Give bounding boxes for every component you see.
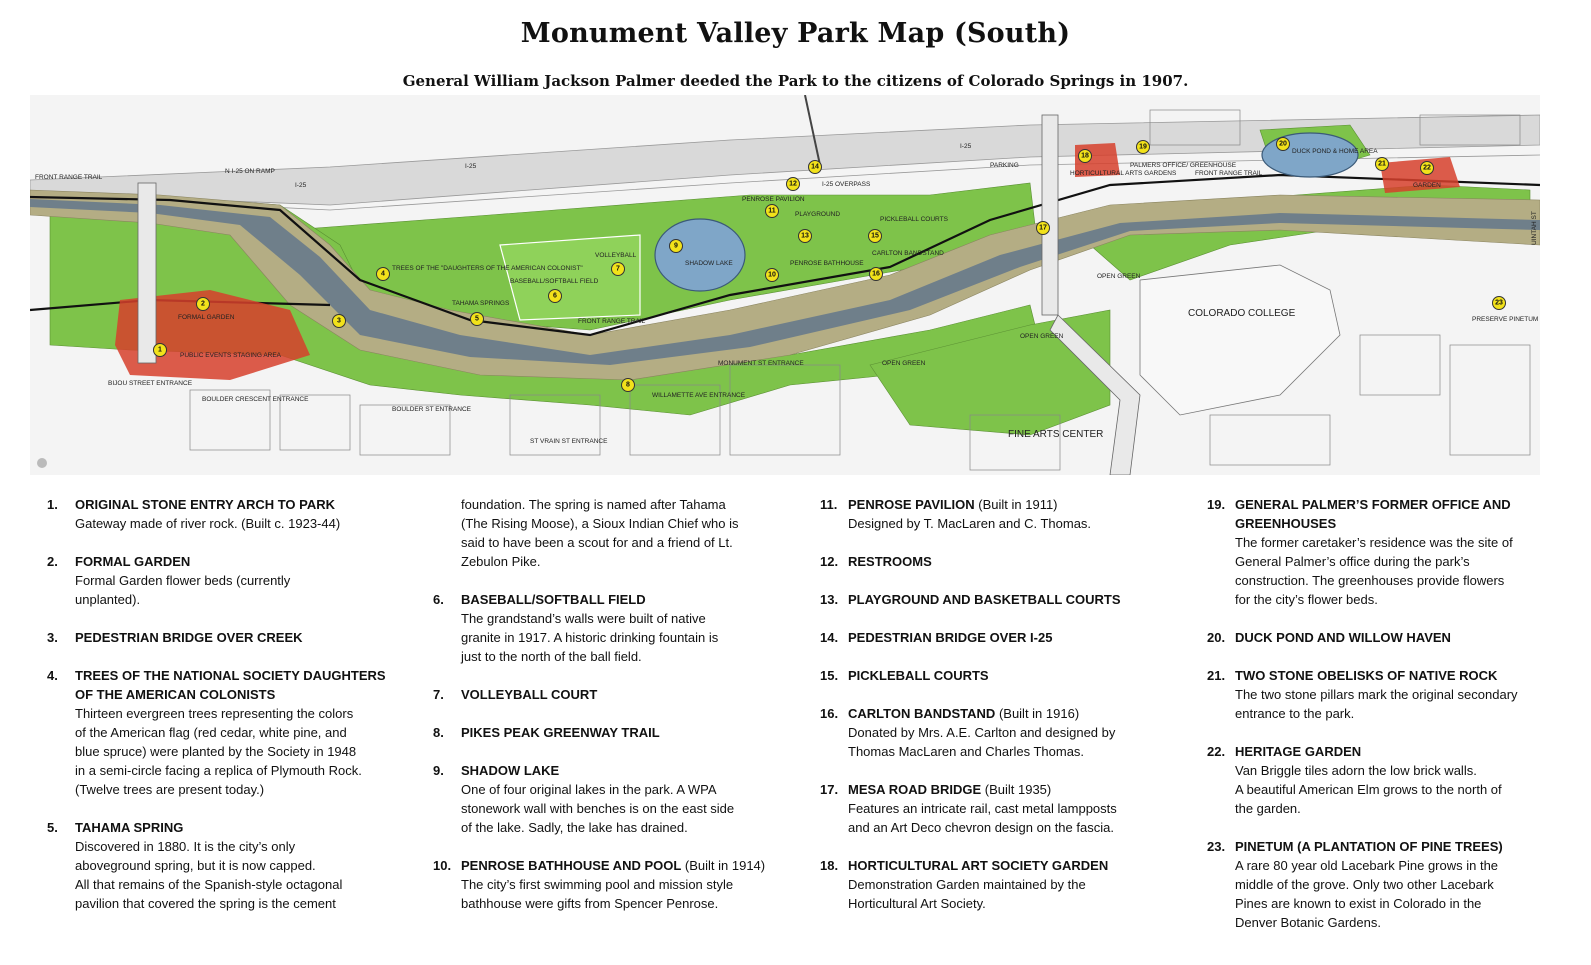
- map-label: PENROSE BATHHOUSE: [790, 260, 864, 267]
- legend-item-description: Donated by Mrs. A.E. Carlton and designed by Thomas MacLaren and Charles Thomas.: [848, 725, 1116, 759]
- map-label: WILLAMETTE AVE ENTRANCE: [652, 392, 746, 399]
- map-label: PUBLIC EVENTS STAGING AREA: [180, 352, 282, 359]
- legend-item-heading: TWO STONE OBELISKS OF NATIVE ROCK: [1235, 668, 1498, 683]
- svg-text:17: 17: [1039, 224, 1047, 232]
- legend-item-heading: DUCK POND AND WILLOW HAVEN: [1235, 630, 1451, 645]
- legend-item-heading-note: (Built in 1911): [974, 497, 1058, 512]
- map-label: COLORADO COLLEGE: [1188, 308, 1296, 319]
- map-label: DUCK POND & HOME AREA: [1292, 148, 1378, 155]
- map-marker-5: [471, 313, 484, 326]
- legend-item: [47, 628, 417, 647]
- legend-item-heading: FORMAL GARDEN: [75, 554, 191, 569]
- map-label: I-25: [960, 143, 972, 150]
- legend-item-heading: PENROSE PAVILION: [848, 497, 975, 512]
- legend-item: [1207, 742, 1587, 818]
- svg-text:21: 21: [1378, 160, 1386, 168]
- map-label: HORTICULTURAL ARTS GARDENS: [1070, 170, 1177, 177]
- svg-text:14: 14: [811, 163, 819, 171]
- legend-item: [1207, 495, 1587, 609]
- map-marker-7: [612, 263, 625, 276]
- map-label: VOLLEYBALL: [595, 252, 637, 259]
- map-label: CARLTON BANDSTAND: [872, 250, 944, 257]
- legend-item-description: Thirteen evergreen trees representing the colors of the American flag (red cedar, white pine, and blue spruce) were planted by the Society in 1948 in a semi-circle facing a replica of Plymouth Rock. (Twelve trees are present today.): [75, 706, 362, 797]
- legend-item-number: 16.: [820, 706, 839, 721]
- legend-item-heading: GENERAL PALMER’S FORMER OFFICE AND GREENHOUSES: [1235, 497, 1511, 531]
- legend-item: [820, 495, 1190, 533]
- legend-item-description: Demonstration Garden maintained by the Horticultural Art Society.: [848, 877, 1086, 911]
- map-marker-22: [1421, 162, 1434, 175]
- legend-item-number: 3.: [47, 630, 58, 645]
- legend-item-heading: VOLLEYBALL COURT: [461, 687, 598, 702]
- legend-item-description: The two stone pillars mark the original secondary entrance to the park.: [1235, 687, 1518, 721]
- map-marker-10: [766, 269, 779, 282]
- map-label: TREES OF THE "DAUGHTERS OF THE AMERICAN COLONIST": [392, 265, 583, 272]
- svg-text:6: 6: [553, 292, 557, 300]
- legend-item-description: Discovered in 1880. It is the city’s only aboveground spring, but it is now capped. All that remains of the Spanish-style octagonal pavilion that covered the spring is the cement: [75, 839, 343, 911]
- map-marker-14: [809, 161, 822, 174]
- legend-item: [820, 628, 1190, 647]
- map-label: GARDEN: [1413, 182, 1441, 189]
- legend-item: [1207, 837, 1587, 932]
- legend-item-heading-note: (Built 1935): [981, 782, 1052, 797]
- map-label: BASEBALL/SOFTBALL FIELD: [510, 278, 599, 285]
- page-subtitle: General William Jackson Palmer deeded the Park to the citizens of Colorado Springs in 1907.: [402, 72, 1189, 90]
- map-label: FINE ARTS CENTER: [1008, 429, 1104, 440]
- svg-text:22: 22: [1423, 164, 1431, 172]
- legend-item-number: 18.: [820, 858, 839, 873]
- map-marker-21: [1376, 158, 1389, 171]
- legend-item-heading: CARLTON BANDSTAND: [848, 706, 996, 721]
- legend-item-number: 17.: [820, 782, 839, 797]
- legend-item-heading: TAHAMA SPRING: [75, 820, 184, 835]
- svg-text:18: 18: [1081, 152, 1089, 160]
- legend-item-number: 14.: [820, 630, 839, 645]
- legend-item-number: 1.: [47, 497, 58, 512]
- legend-item-number: 22.: [1207, 744, 1226, 759]
- legend-item-description: Gateway made of river rock. (Built c. 1923-44): [75, 516, 341, 531]
- svg-text:19: 19: [1139, 143, 1147, 151]
- legend-item-number: 15.: [820, 668, 839, 683]
- legend-item: [1207, 666, 1587, 723]
- legend-column-1: [47, 495, 417, 932]
- legend-item-description: The former caretaker’s residence was the site of General Palmer’s office during the park’s construction. The greenhouses provide flowers for the city’s flower beds.: [1235, 535, 1513, 607]
- legend-item-number: 21.: [1207, 668, 1226, 683]
- legend-item-number: 10.: [433, 858, 452, 873]
- legend-item: [433, 856, 803, 913]
- legend-item-number: 11.: [820, 497, 838, 512]
- map-marker-17: [1037, 222, 1050, 235]
- svg-text:11: 11: [768, 207, 776, 215]
- legend-column-4: [1207, 495, 1587, 951]
- legend-item: [820, 780, 1190, 837]
- map-label: PICKLEBALL COURTS: [880, 216, 948, 223]
- legend-item-number: 2.: [47, 554, 58, 569]
- map-label: FRONT RANGE TRAIL: [578, 318, 646, 325]
- legend-item-heading: PENROSE BATHHOUSE AND POOL: [461, 858, 682, 873]
- map-marker-9: [670, 240, 683, 253]
- map-label: I-25: [465, 163, 477, 170]
- legend-item: [47, 552, 417, 609]
- legend-column-3: [820, 495, 1190, 932]
- legend-item: [820, 856, 1190, 913]
- svg-text:13: 13: [801, 232, 809, 240]
- legend-item-description: A rare 80 year old Lacebark Pine grows in the middle of the grove. Only two other Lacebark Pines are known to exist in Colorado in the Denver Botanic Gardens.: [1235, 858, 1499, 930]
- map-label: PALMERS OFFICE/ GREENHOUSE: [1130, 162, 1237, 169]
- svg-text:9: 9: [674, 242, 678, 250]
- legend-item: [820, 666, 1190, 685]
- map-marker-18: [1079, 150, 1092, 163]
- map-marker-15: [869, 230, 882, 243]
- map-label: OPEN GREEN: [1020, 333, 1064, 340]
- map-label: BOULDER ST ENTRANCE: [392, 406, 471, 413]
- legend-item-heading: PINETUM (A PLANTATION OF PINE TREES): [1235, 839, 1503, 854]
- svg-text:7: 7: [616, 265, 620, 273]
- map-marker-8: [622, 379, 635, 392]
- svg-text:15: 15: [871, 232, 879, 240]
- legend-item-number: 5.: [47, 820, 58, 835]
- svg-text:3: 3: [337, 317, 341, 325]
- map-marker-19: [1137, 141, 1150, 154]
- legend-column-2: [433, 495, 803, 932]
- legend-item-description: Features an intricate rail, cast metal lampposts and an Art Deco chevron design on the fascia.: [848, 801, 1117, 835]
- map-marker-6: [549, 290, 562, 303]
- legend-item: [47, 495, 417, 533]
- legend-item-heading: PEDESTRIAN BRIDGE OVER CREEK: [75, 630, 303, 645]
- svg-text:23: 23: [1495, 299, 1503, 307]
- map-label: FRONT RANGE TRAIL: [35, 174, 103, 181]
- legend-item: [47, 818, 417, 913]
- legend-item: [433, 723, 803, 742]
- map-label: PARKING: [990, 162, 1019, 169]
- legend-item-heading-note: (Built in 1914): [681, 858, 766, 873]
- legend-item-number: 6.: [433, 592, 444, 607]
- legend-item-number: 19.: [1207, 497, 1226, 512]
- svg-text:12: 12: [789, 180, 797, 188]
- map-label: FORMAL GARDEN: [178, 314, 235, 321]
- svg-text:8: 8: [626, 381, 630, 389]
- legend-item-number: 12.: [820, 554, 839, 569]
- legend-item-heading: SHADOW LAKE: [461, 763, 560, 778]
- map-label: PLAYGROUND: [795, 211, 841, 218]
- map-marker-20: [1277, 138, 1290, 151]
- legend-item-heading: HORTICULTURAL ART SOCIETY GARDEN: [848, 858, 1109, 873]
- legend-item-number: 4.: [47, 668, 58, 683]
- legend-item-heading: BASEBALL/SOFTBALL FIELD: [461, 592, 646, 607]
- legend-item-heading: PEDESTRIAN BRIDGE OVER I-25: [848, 630, 1053, 645]
- legend-item: [1207, 628, 1587, 647]
- park-map: [30, 95, 1540, 475]
- map-label: ST VRAIN ST ENTRANCE: [530, 438, 608, 445]
- map-marker-1: [154, 344, 167, 357]
- legend-item: [820, 704, 1190, 761]
- map-label: SHADOW LAKE: [685, 260, 733, 267]
- legend-item: [820, 552, 1190, 571]
- svg-text:16: 16: [872, 270, 880, 278]
- legend-item-heading: RESTROOMS: [848, 554, 932, 569]
- legend-item-heading: PIKES PEAK GREENWAY TRAIL: [461, 725, 660, 740]
- legend-item-description: The city’s first swimming pool and mission style bathhouse were gifts from Spencer Penrose.: [461, 877, 734, 911]
- map-label: MONUMENT ST ENTRANCE: [718, 360, 804, 367]
- svg-text:10: 10: [768, 271, 776, 279]
- legend-item: [433, 685, 803, 704]
- map-label: FRONT RANGE TRAIL: [1195, 170, 1263, 177]
- map-label: TAHAMA SPRINGS: [452, 300, 510, 307]
- map-marker-2: [197, 298, 210, 311]
- legend-item-description: One of four original lakes in the park. A WPA stonework wall with benches is on the east side of the lake. Sadly, the lake has drained.: [461, 782, 735, 835]
- map-marker-13: [799, 230, 812, 243]
- map-marker-16: [870, 268, 883, 281]
- svg-text:4: 4: [381, 270, 385, 278]
- map-label: OPEN GREEN: [1097, 273, 1141, 280]
- legend-item: [433, 590, 803, 666]
- legend-item-description: Formal Garden flower beds (currently unplanted).: [75, 573, 291, 607]
- legend-item-number: 9.: [433, 763, 444, 778]
- map-label: N I-25 ON RAMP: [225, 168, 275, 175]
- legend-item-number: 20.: [1207, 630, 1226, 645]
- map-marker-23: [1493, 297, 1506, 310]
- map-marker-4: [377, 268, 390, 281]
- legend-item-number: 7.: [433, 687, 444, 702]
- legend-item-heading: ORIGINAL STONE ENTRY ARCH TO PARK: [75, 497, 336, 512]
- map-label: BOULDER CRESCENT ENTRANCE: [202, 396, 309, 403]
- legend-item: [820, 590, 1190, 609]
- legend-item-description: Designed by T. MacLaren and C. Thomas.: [848, 516, 1092, 531]
- map-label: PRESERVE PINETUM: [1472, 316, 1539, 323]
- legend-item-heading: TREES OF THE NATIONAL SOCIETY DAUGHTERS OF THE AMERICAN COLONISTS: [75, 668, 386, 702]
- legend-item-heading: MESA ROAD BRIDGE: [848, 782, 982, 797]
- map-label: PENROSE PAVILION: [742, 196, 805, 203]
- svg-text:2: 2: [201, 300, 205, 308]
- legend-item-description: Van Briggle tiles adorn the low brick walls. A beautiful American Elm grows to the north of the garden.: [1235, 763, 1502, 816]
- legend-continuation: foundation. The spring is named after Tahama (The Rising Moose), a Sioux Indian Chief who is said to have been a scout for and a friend of Lt. Zebulon Pike.: [461, 497, 739, 569]
- legend-item: [47, 666, 417, 799]
- map-marker-3: [333, 315, 346, 328]
- legend-item-number: 23.: [1207, 839, 1226, 854]
- legend-item: [433, 761, 803, 837]
- svg-text:5: 5: [475, 315, 479, 323]
- map-label: I-25: [295, 182, 307, 189]
- map-label: I-25 OVERPASS: [822, 181, 871, 188]
- legend-item-heading: HERITAGE GARDEN: [1235, 744, 1362, 759]
- svg-text:20: 20: [1279, 140, 1287, 148]
- legend-item-heading: PICKLEBALL COURTS: [848, 668, 989, 683]
- legend-item-heading-note: (Built in 1916): [995, 706, 1080, 721]
- map-label: UINTAH ST: [1531, 211, 1538, 245]
- map-label: BIJOU STREET ENTRANCE: [108, 380, 193, 387]
- map-label: OPEN GREEN: [882, 360, 926, 367]
- map-marker-12: [787, 178, 800, 191]
- legend-item-number: 13.: [820, 592, 839, 607]
- map-marker-11: [766, 205, 779, 218]
- legend-item-number: 8.: [433, 725, 444, 740]
- svg-text:1: 1: [158, 346, 162, 354]
- page-title: Monument Valley Park Map (South): [520, 18, 1071, 49]
- legend-item-heading: PLAYGROUND AND BASKETBALL COURTS: [848, 592, 1121, 607]
- legend-item-description: The grandstand’s walls were built of native granite in 1917. A historic drinking fountain is just to the north of the ball field.: [461, 611, 719, 664]
